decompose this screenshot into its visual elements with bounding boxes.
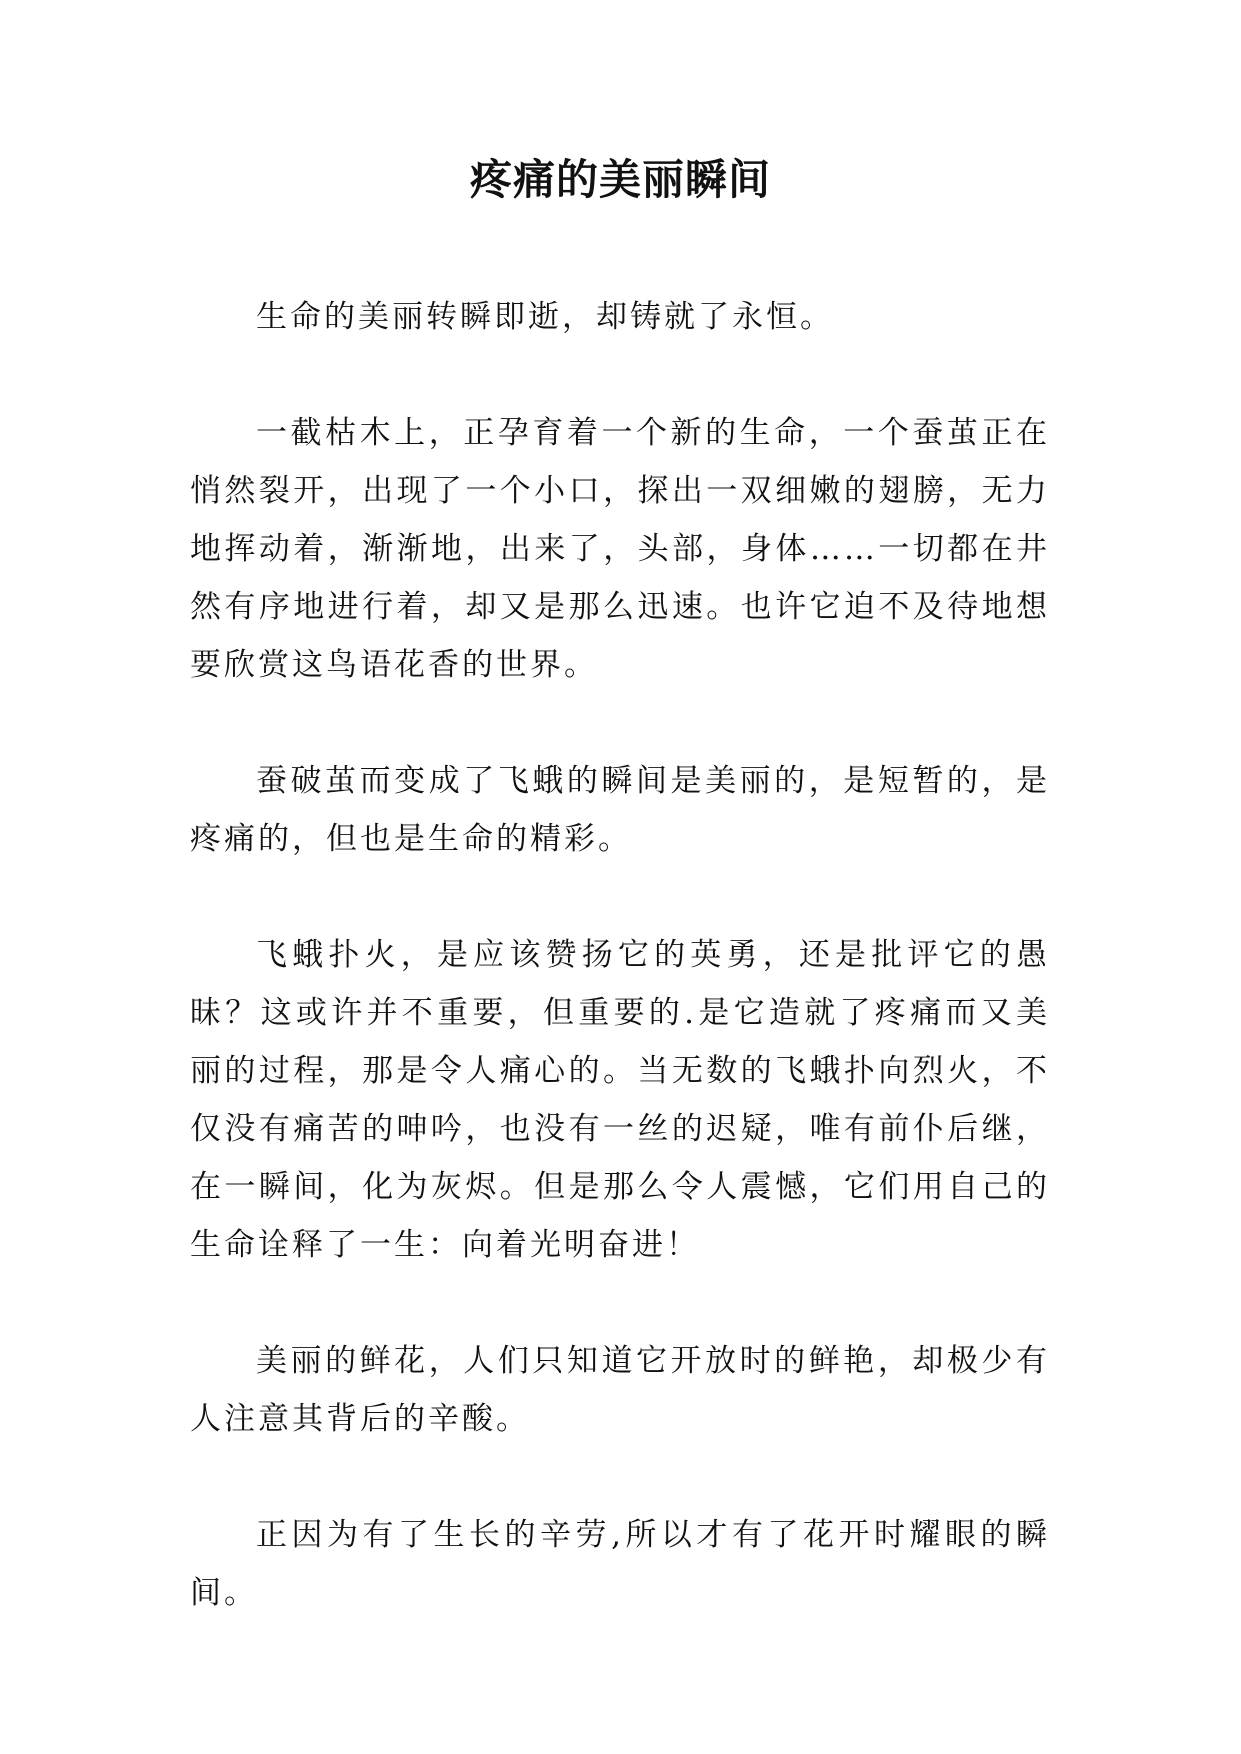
paragraph-6: 正因为有了生长的辛劳,所以才有了花开时耀眼的瞬间。 <box>190 1517 1050 1611</box>
paragraph-1: 生命的美丽转瞬即逝，却铸就了永恒。 <box>256 299 834 335</box>
document-title: 疼痛的美丽瞬间 <box>469 155 771 204</box>
document-body <box>190 288 1050 1680</box>
paragraph-5: 美丽的鲜花，人们只知道它开放时的鲜艳，却极少有人注意其背后的辛酸。 <box>190 1343 1050 1437</box>
paragraph-4: 飞蛾扑火，是应该赞扬它的英勇，还是批评它的愚昧？这或许并不重要，但重要的.是它造就了疼痛而又美丽的过程，那是令人痛心的。当无数的飞蛾扑向烈火，不仅没有痛苦的呻吟，也没有一丝的迟疑，唯有前仆后继，在一瞬间，化为灰烬。但是那么令人震憾，它们用自己的生命诠释了一生：向着光明奋进！ <box>190 937 1050 1263</box>
paragraph-2: 一截枯木上，正孕育着一个新的生命，一个蚕茧正在悄然裂开，出现了一个小口，探出一双细嫩的翅膀，无力地挥动着，渐渐地，出来了，头部，身体……一切都在井然有序地进行着，却又是那么迅速。也许它迫不及待地想要欣赏这鸟语花香的世界。 <box>190 415 1050 683</box>
paragraph-3: 蚕破茧而变成了飞蛾的瞬间是美丽的，是短暂的，是疼痛的，但也是生命的精彩。 <box>190 763 1050 857</box>
